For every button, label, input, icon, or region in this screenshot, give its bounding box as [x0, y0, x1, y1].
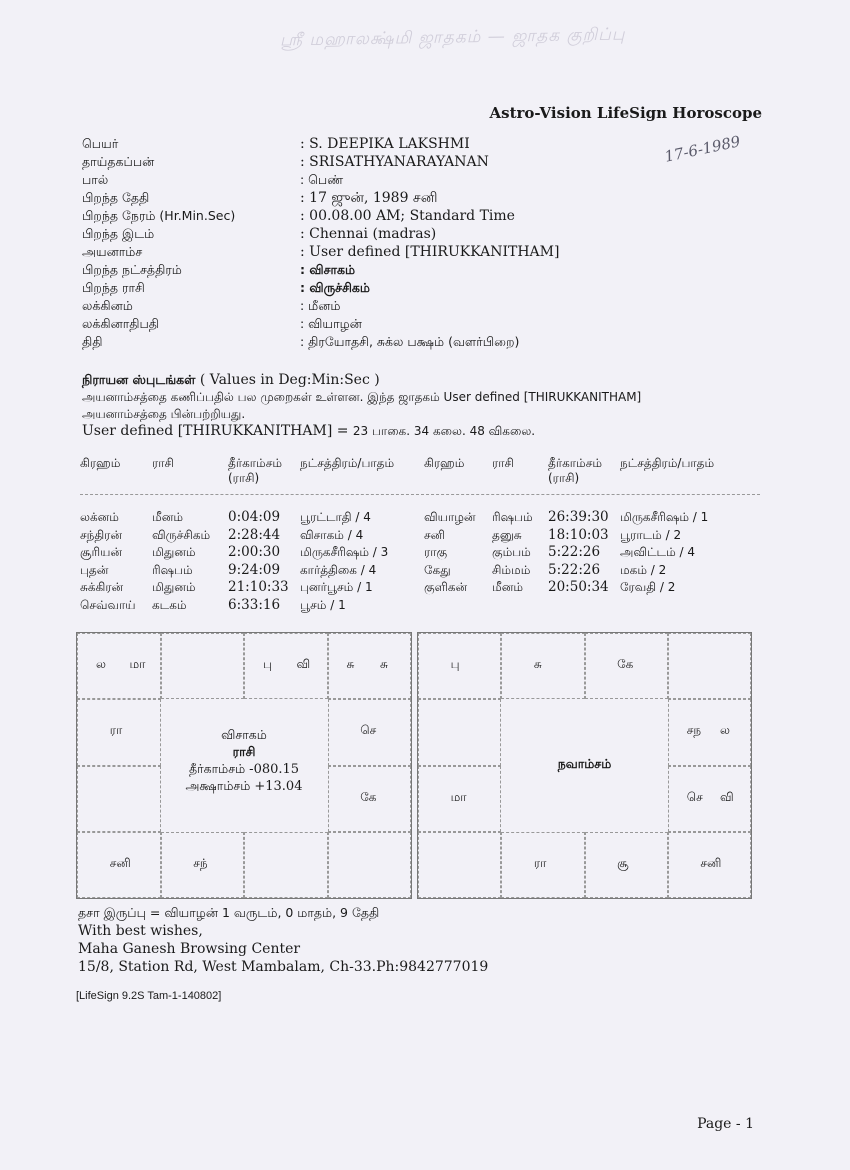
table-row — [80, 527, 760, 545]
planet-abbrev: சனி — [109, 855, 131, 870]
table-cell: மிருகசீரிஷம் / 1 — [620, 510, 709, 524]
table-cell — [424, 597, 492, 615]
ayanamsa-paragraph — [82, 389, 762, 423]
table-cell: மகம் / 2 — [620, 562, 667, 577]
table-cell: 5:22:26 — [548, 544, 601, 560]
table-cell: வியாழன் — [424, 510, 476, 524]
table-cell: கும்பம் — [492, 545, 531, 559]
table-cell: 26:39:30 — [548, 509, 609, 525]
table-cell: செவ்வாய் — [80, 597, 136, 612]
detail-value: : 17 ஜுன், 1989 சனி — [300, 190, 438, 206]
planet-abbrev: சனி — [700, 855, 722, 870]
chart-house — [418, 766, 501, 832]
detail-value: : விருச்சிகம் — [300, 280, 370, 295]
column-header: நட்சத்திரம்/பாதம் — [620, 456, 715, 470]
planet-abbrev: வி — [296, 657, 311, 672]
chart-house — [418, 832, 501, 898]
ayanamsa-para-line2: அயனாம்சத்தை பின்பற்றியது. — [82, 407, 246, 421]
planet-abbrev: சு — [533, 657, 542, 672]
detail-value: : 00.08.00 AM; Standard Time — [300, 208, 515, 224]
table-cell: கேது — [424, 562, 451, 577]
planet-abbrev: ரா — [109, 723, 123, 738]
table-cell: 2:28:44 — [228, 526, 281, 543]
nirayana-subtitle: ( Values in Deg:Min:Sec ) — [199, 372, 380, 388]
planet-abbrev: மா — [129, 657, 146, 672]
table-row — [80, 544, 760, 562]
table-cell: 18:10:03 — [548, 526, 609, 543]
column-header: தீர்காம்சம் (ராசி) — [548, 456, 602, 485]
column-header: ராசி — [492, 456, 514, 470]
chart-house — [244, 633, 328, 699]
dasa-line: தசா இருப்பு = வியாழன் 1 வருடம், 0 மாதம், 9 தேதி — [78, 905, 380, 920]
column-header: நட்சத்திரம்/பாதம் — [300, 456, 395, 470]
chart-house — [328, 699, 412, 765]
page-number: Page - 1 — [697, 1116, 754, 1132]
detail-label: லக்கினம் — [82, 298, 133, 313]
ayanamsa-value-line — [82, 423, 535, 440]
detail-label: பிறந்த ராசி — [82, 280, 145, 295]
planet-abbrev: சு — [346, 657, 355, 672]
planet-abbrev: ரா — [533, 855, 547, 870]
chart-house — [77, 766, 161, 832]
chart-house — [668, 766, 751, 832]
detail-value: : SRISATHYANARAYANAN — [300, 154, 489, 170]
planet-abbrev: கே — [360, 789, 377, 804]
table-cell — [548, 597, 620, 615]
table-row — [80, 597, 760, 615]
chart-house — [418, 699, 501, 765]
table-cell: பூராடம் / 2 — [620, 527, 682, 542]
detail-label: பால் — [82, 172, 109, 187]
table-cell: சிம்மம் — [492, 562, 531, 577]
detail-label: பிறந்த நேரம் (Hr.Min.Sec) — [82, 208, 236, 223]
table-cell: லக்னம் — [80, 510, 119, 524]
planet-positions-table — [80, 456, 760, 614]
detail-row — [82, 261, 559, 279]
center-latitude — [161, 778, 328, 795]
planet-abbrev: ல — [720, 723, 730, 738]
table-header — [80, 456, 760, 495]
table-cell: மீனம் — [152, 510, 183, 524]
detail-row — [82, 153, 559, 171]
chart-center — [161, 699, 328, 832]
table-cell: 9:24:09 — [228, 561, 281, 578]
detail-row — [82, 207, 559, 225]
latitude-value: +13.04 — [254, 779, 303, 795]
center-address: 15/8, Station Rd, West Mambalam, Ch-33.Ph:9842777019 — [78, 959, 489, 975]
chart-house — [161, 832, 245, 898]
detail-row — [82, 225, 559, 243]
table-cell: கடகம் — [152, 597, 187, 612]
planet-abbrev: பு — [263, 657, 272, 672]
detail-row — [82, 171, 559, 189]
chart-house — [418, 633, 501, 699]
detail-value: : Chennai (madras) — [300, 226, 437, 242]
chart-house — [668, 832, 751, 898]
table-cell: புதன் — [80, 562, 109, 577]
table-row — [80, 579, 760, 597]
ayanamsa-value: 23 பாகை. 34 கலை. 48 விகலை. — [352, 424, 536, 438]
detail-label: பிறந்த நட்சத்திரம் — [82, 262, 182, 277]
table-cell: 5:22:26 — [548, 561, 601, 578]
planet-abbrev: மா — [450, 789, 467, 804]
nirayana-heading — [82, 372, 380, 389]
center-title: ராசி — [232, 744, 256, 760]
table-cell: விருச்சிகம் — [152, 527, 211, 542]
longitude-label: தீர்காம்சம் — [188, 761, 246, 777]
chart-house — [77, 699, 161, 765]
navamsa-chart — [417, 632, 752, 899]
wishes-line: With best wishes, — [78, 923, 203, 939]
planet-abbrev: கே — [617, 657, 634, 672]
table-cell: கார்த்திகை / 4 — [300, 562, 377, 577]
detail-value: : விசாகம் — [300, 262, 356, 277]
detail-value: : பெண் — [300, 172, 344, 187]
planet-abbrev: பு — [450, 657, 460, 672]
handwritten-date: 17-6-1989 — [662, 132, 742, 166]
ayanamsa-prefix: User defined [THIRUKKANITHAM] = — [82, 423, 349, 439]
document-title: Astro-Vision LifeSign Horoscope — [489, 104, 762, 122]
chart-house — [244, 832, 328, 898]
planet-abbrev: செ — [686, 789, 703, 804]
table-cell: சந்திரன் — [80, 527, 123, 542]
detail-row — [82, 189, 559, 207]
table-row — [80, 509, 760, 527]
table-cell: சூரியன் — [80, 545, 123, 559]
table-cell: ரேவதி / 2 — [620, 580, 676, 594]
column-header: ராசி — [152, 456, 174, 470]
planet-abbrev: ல — [96, 657, 106, 672]
rasi-chart — [76, 632, 412, 899]
footer-block — [78, 904, 488, 976]
detail-label: தாய்தகப்பன் — [82, 154, 155, 169]
table-cell: தனுசு — [492, 527, 522, 542]
detail-label: லக்கினாதிபதி — [82, 316, 160, 331]
longitude-value: -080.15 — [249, 762, 300, 778]
planet-abbrev: சு — [380, 657, 388, 672]
nirayana-title: நிராயன ஸ்புடங்கள் — [82, 372, 196, 387]
detail-label: பிறந்த தேதி — [82, 190, 150, 205]
table-cell — [620, 597, 760, 615]
chart-house — [328, 633, 412, 699]
table-cell: பூரட்டாதி / 4 — [300, 510, 371, 524]
detail-label: திதி — [82, 334, 103, 349]
table-cell: 21:10:33 — [228, 579, 289, 595]
chart-house — [328, 832, 412, 898]
table-cell: ரிஷபம் — [492, 510, 533, 524]
ayanamsa-para-line1: அயனாம்சத்தை கணிப்பதில் பல முறைகள் உள்ளன. இந்த ஜாதகம் User defined [THIRUKKANITHAM] — [82, 390, 642, 404]
table-cell: சனி — [424, 527, 445, 542]
detail-value: : மீனம் — [300, 298, 341, 313]
chart-house — [77, 832, 161, 898]
planet-abbrev: சந் — [193, 855, 208, 870]
detail-row — [82, 297, 559, 315]
handwritten-scrawl: ஶ்ரீ மஹாலக்ஷ்மி ஜாதகம் — ஜாதக குறிப்பு — [279, 24, 626, 51]
planet-abbrev: செ — [360, 723, 377, 738]
table-cell: மிதுனம் — [152, 580, 196, 594]
table-cell: மிருகசீரிஷம் / 3 — [300, 545, 389, 559]
detail-row — [82, 279, 559, 297]
chart-house — [328, 766, 412, 832]
chart-house — [668, 699, 751, 765]
column-header: கிரஹம் — [424, 456, 465, 470]
detail-value: : S. DEEPIKA LAKSHMI — [300, 136, 470, 152]
column-header: கிரஹம் — [80, 456, 121, 470]
software-version: [LifeSign 9.2S Tam-1-140802] — [76, 990, 222, 1002]
detail-label: அயனாம்ச — [82, 244, 143, 259]
table-cell: 0:04:09 — [228, 509, 281, 525]
table-cell: புனர்பூசம் / 1 — [300, 580, 373, 594]
center-star: விசாகம் — [221, 727, 267, 743]
center-name: Maha Ganesh Browsing Center — [78, 941, 301, 957]
table-cell: குளிகன் — [424, 580, 468, 594]
table-cell: 6:33:16 — [228, 596, 281, 613]
table-cell: ரிஷபம் — [152, 562, 193, 577]
detail-value: : வியாழன் — [300, 316, 362, 331]
chart-house — [501, 633, 584, 699]
detail-row — [82, 135, 559, 153]
table-cell: 20:50:34 — [548, 579, 609, 595]
table-cell: ராகு — [424, 545, 448, 559]
chart-house — [668, 633, 751, 699]
column-header: தீர்காம்சம் (ராசி) — [228, 456, 282, 485]
detail-label: பெயர் — [82, 136, 119, 151]
chart-house — [77, 633, 161, 699]
chart-house — [585, 832, 668, 898]
table-cell: அவிட்டம் / 4 — [620, 545, 696, 559]
table-cell: பூசம் / 1 — [300, 597, 346, 612]
table-cell — [492, 597, 548, 615]
table-cell: மிதுனம் — [152, 545, 196, 559]
table-cell: மீனம் — [492, 580, 523, 594]
detail-value: : திரயோதசி, சுக்ல பக்ஷம் (வளர்பிறை) — [300, 334, 520, 349]
detail-label: பிறந்த இடம் — [82, 226, 155, 241]
center-title: நவாம்சம் — [557, 755, 612, 771]
chart-house — [161, 633, 245, 699]
table-cell: சுக்கிரன் — [80, 580, 124, 594]
chart-house — [585, 633, 668, 699]
table-cell: 2:00:30 — [228, 544, 281, 560]
chart-house — [501, 832, 584, 898]
table-cell: விசாகம் / 4 — [300, 527, 364, 542]
birth-details — [82, 135, 559, 351]
detail-row — [82, 315, 559, 333]
detail-row — [82, 243, 559, 261]
detail-value: : User defined [THIRUKKANITHAM] — [300, 244, 560, 260]
center-longitude — [161, 761, 328, 778]
planet-abbrev: சூ — [617, 855, 629, 870]
planet-abbrev: சந — [686, 723, 702, 738]
planet-abbrev: வி — [720, 789, 734, 804]
latitude-label: அக்ஷாம்சம் — [185, 778, 251, 794]
table-row — [80, 562, 760, 580]
detail-row — [82, 333, 559, 351]
chart-center — [501, 699, 668, 832]
